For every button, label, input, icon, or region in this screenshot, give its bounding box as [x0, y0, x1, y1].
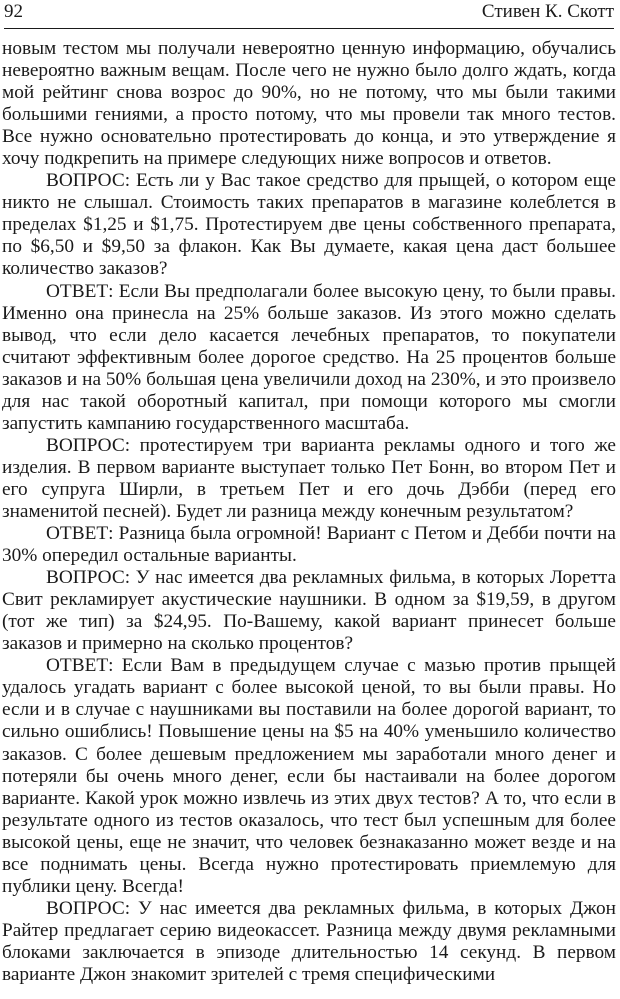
paragraph-question-acne: ВОПРОС: Есть ли у Вас такое средство для прыщей, о котором еще никто не слышал. Стоимость таких препаратов в магазине колеблется в пределах $1,25 и $1,75. Протестируем две цены собственного препарата, по $6,50 и $9,50 за флакон. Как Вы думаете, какая цена даст большее количество заказов?	[2, 170, 616, 280]
paragraph-question-videotapes: ВОПРОС: У нас имеется два рекламных фильма, в которых Джон Райтер предлагает серию видеокассет. Разница между двумя рекламными блоками заключается в эпизоде длительностью 14 секунд. В первом варианте Джон знакомит зрителей с тремя специфическими	[2, 897, 616, 985]
paragraph-question-pat-boone: ВОПРОС: протестируем три варианта рекламы одного и того же изделия. В первом варианте выступает только Пет Бонн, во втором Пет и его супруга Ширли, в третьем Пет и его дочь Дэбби (перед его знаменитой песней). Будет ли разница между конечным результатом?	[2, 434, 616, 522]
page-header	[4, 0, 614, 26]
running-head-author: Стивен К. Скотт	[481, 1, 614, 22]
paragraph-answer-acne: ОТВЕТ: Если Вы предполагали более высокую цену, то были правы. Именно она принесла на 25% больше заказов. Из этого можно сделать вывод, что если дело касается лечебных препаратов, то покупатели считают эффективным более дорогое средство. На 25 процентов больше заказов и на 50% большая цена увеличили доход на 230%, и это произвело для нас такой оборотный капитал, при помощи которого мы смогли запустить кампанию государственного масштаба.	[2, 280, 616, 434]
paragraph-continuation: новым тестом мы получали невероятно ценную информацию, обучались невероятно важным вещам. После чего не нужно было долго ждать, когда мой рейтинг снова возрос до 90%, но не потому, что мы были такими большими гениями, а просто потому, что мы провели так много тестов. Все нужно основательно протестировать до конца, и это утверждение я хочу подкрепить на примере следующих ниже вопросов и ответов.	[2, 38, 616, 170]
header-rule	[4, 28, 614, 29]
paragraph-question-headphones: ВОПРОС: У нас имеется два рекламных фильма, в которых Лоретта Свит рекламирует акустические наушники. В одном за $19,59, в другом (тот же тип) за $24,95. По-Вашему, какой вариант принесет больше заказов и примерно на сколько процентов?	[2, 567, 616, 655]
paragraph-answer-pat-boone: ОТВЕТ: Разница была огромной! Вариант с Петом и Дебби почти на 30% опередил остальные варианты.	[2, 523, 616, 567]
paragraph-answer-headphones: ОТВЕТ: Если Вам в предыдущем случае с мазью против прыщей удалось угадать вариант с более высокой ценой, то вы были правы. Но если и в случае с наушниками вы поставили на более дорогой вариант, то сильно ошиблись! Повышение цены на $5 на 40% уменьшило количество заказов. С более дешевым предложением мы заработали много денег и потеряли бы очень много денег, если бы настаивали на более дорогом варианте. Какой урок можно извлечь из этих двух тестов? А то, что если в результате одного из тестов оказалось, что тест был успешным для более высокой цены, еще не значит, что человек безнаказанно может везде и на все поднимать цены. Всегда нужно протестировать приемлемую для публики цену. Всегда!	[2, 655, 616, 897]
page-number: 92	[4, 1, 23, 22]
body-text	[2, 38, 616, 986]
